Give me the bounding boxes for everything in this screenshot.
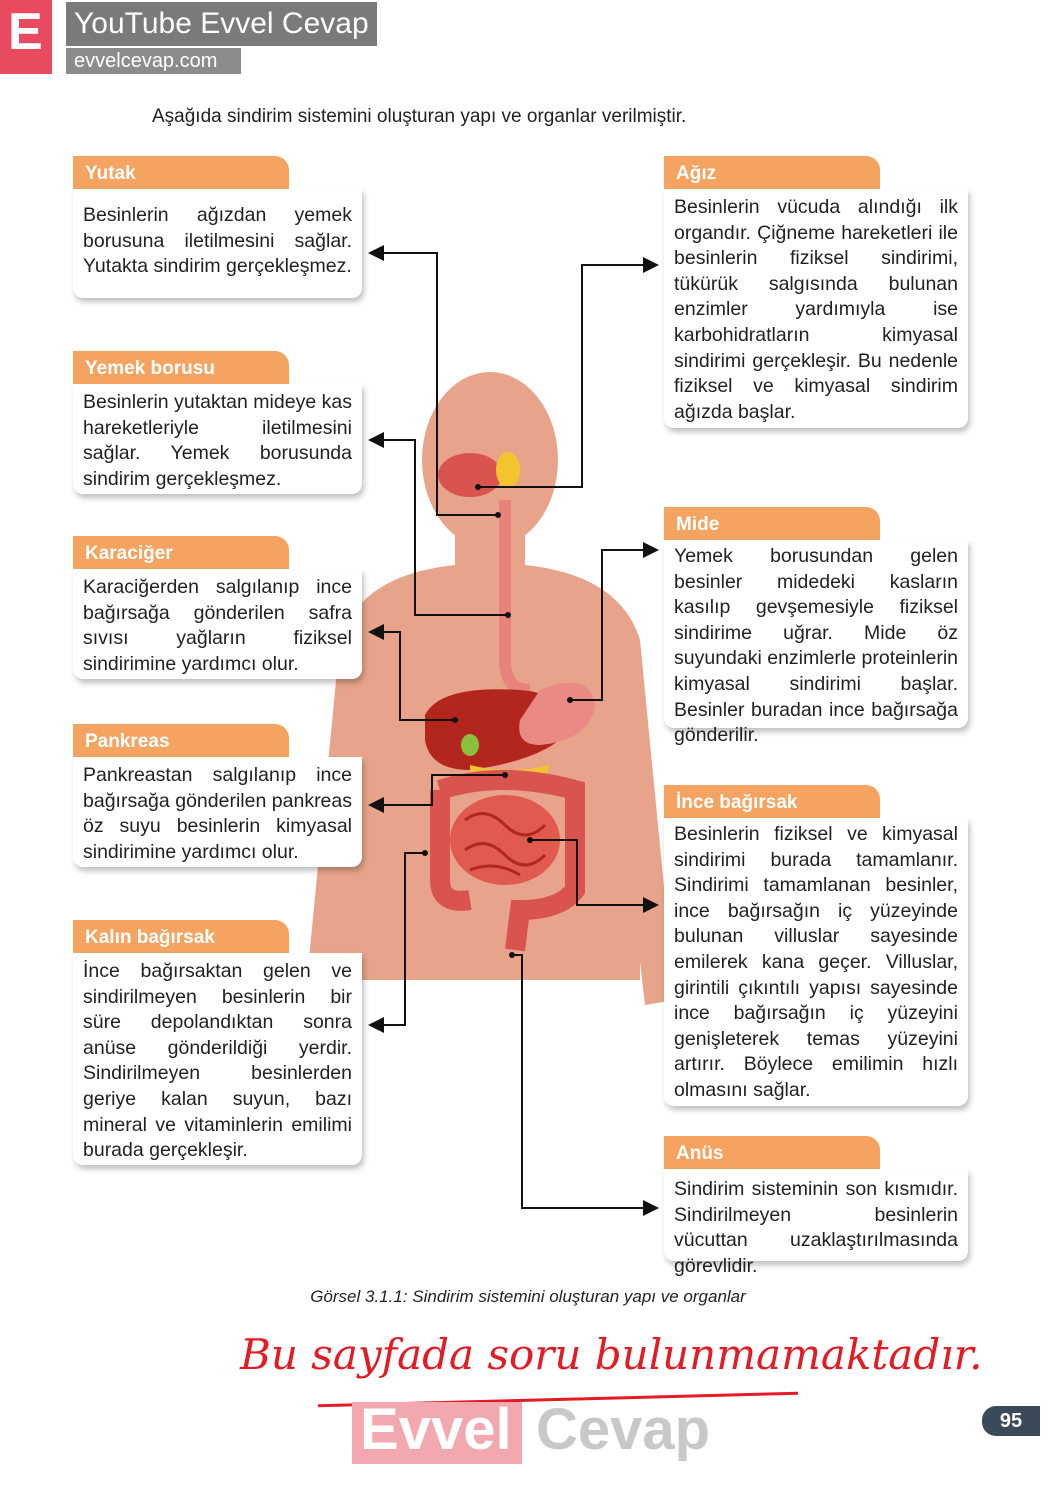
footer-logo-evvel: Evvel	[360, 1397, 512, 1462]
page-number: 95	[982, 1406, 1040, 1436]
box-text: Besinlerin ağızdan yemek borusuna iletilmesini sağlar. Yutakta sindirim gerçekleşmez.	[73, 189, 362, 298]
box-title: Mide	[664, 507, 880, 541]
box-text: Besinlerin fiziksel ve kimyasal sindirimi burada tamamlanır. Sindirimi tamamlanan besinler, ince bağırsağın iç yüzeyinde bulunan villuslar sayesinde emilerek kana geçer. Villuslar, girintili çıkıntılı yapısı sayesinde ince bağırsağın iç yüzeyini genişleterek temas yüzeyini artırır. Böylece emilimin hızlı olmasını sağlar.	[664, 818, 968, 1106]
box-title: Kalın bağırsak	[73, 920, 289, 954]
box-text: Yemek borusundan gelen besinler midedeki kasların kasılıp gevşemesiyle fiziksel sindirime uğrar. Mide öz suyundaki enzimlerle proteinlerin kimyasal sindirimi başlar. Besinler buradan ince bağırsağa gönderilir.	[664, 540, 968, 728]
footer-logo-cevap: Cevap	[536, 1397, 711, 1462]
box-title: Ağız	[664, 156, 880, 190]
box-title: Yemek borusu	[73, 351, 289, 385]
figure-caption: Görsel 3.1.1: Sindirim sistemini oluşturan yapı ve organlar	[310, 1287, 746, 1306]
intro-text: Aşağıda sindirim sistemini oluşturan yapı ve organlar verilmiştir.	[152, 106, 687, 127]
box-title: Karaciğer	[73, 536, 289, 570]
box-title: Pankreas	[73, 724, 289, 758]
box-title: Yutak	[73, 156, 289, 190]
box-text: Karaciğerden salgılanıp ince bağırsağa gönderilen safra sıvısı yağların fiziksel sindirimine yardımcı olur.	[73, 569, 362, 679]
box-text: Sindirim sisteminin son kısmıdır. Sindirilmeyen besinlerin vücuttan uzaklaştırılmasında görevlidir.	[664, 1169, 968, 1261]
handwritten-note: Bu sayfada soru bulunmamaktadır.	[240, 1330, 983, 1379]
box-text: İnce bağırsaktan gelen ve sindirilmeyen besinlerin bir süre depolandıktan sonra anüse gönderildiği yerdir. Sindirilmeyen besinlerden geriye kalan suyun, bazı mineral ve vitaminlerin emilimi burada gerçekleşir.	[73, 953, 362, 1165]
box-title: Anüs	[664, 1136, 880, 1170]
site-title: YouTube Evvel Cevap	[66, 2, 377, 46]
box-text: Pankreastan salgılanıp ince bağırsağa gönderilen pankreas öz suyu besinlerin kimyasal sindirimine yardımcı olur.	[73, 757, 362, 867]
site-logo-icon: E	[0, 0, 52, 74]
box-text: Besinlerin vücuda alındığı ilk organdır. Çiğneme hareketleri ile besinlerin fiziksel sindirimi, tükürük salgısında bulunan enzimler yardımıyla ise karbohidratların kimyasal sindirimi gerçekleşir. Bu nedenle fiziksel ve kimyasal sindirim ağızda başlar.	[664, 189, 968, 428]
box-title: İnce bağırsak	[664, 785, 880, 819]
site-url: evvelcevap.com	[66, 48, 241, 74]
box-text: Besinlerin yutaktan mideye kas hareketleriyle iletilmesini sağlar. Yemek borusunda sindirim gerçekleşmez.	[73, 384, 362, 494]
